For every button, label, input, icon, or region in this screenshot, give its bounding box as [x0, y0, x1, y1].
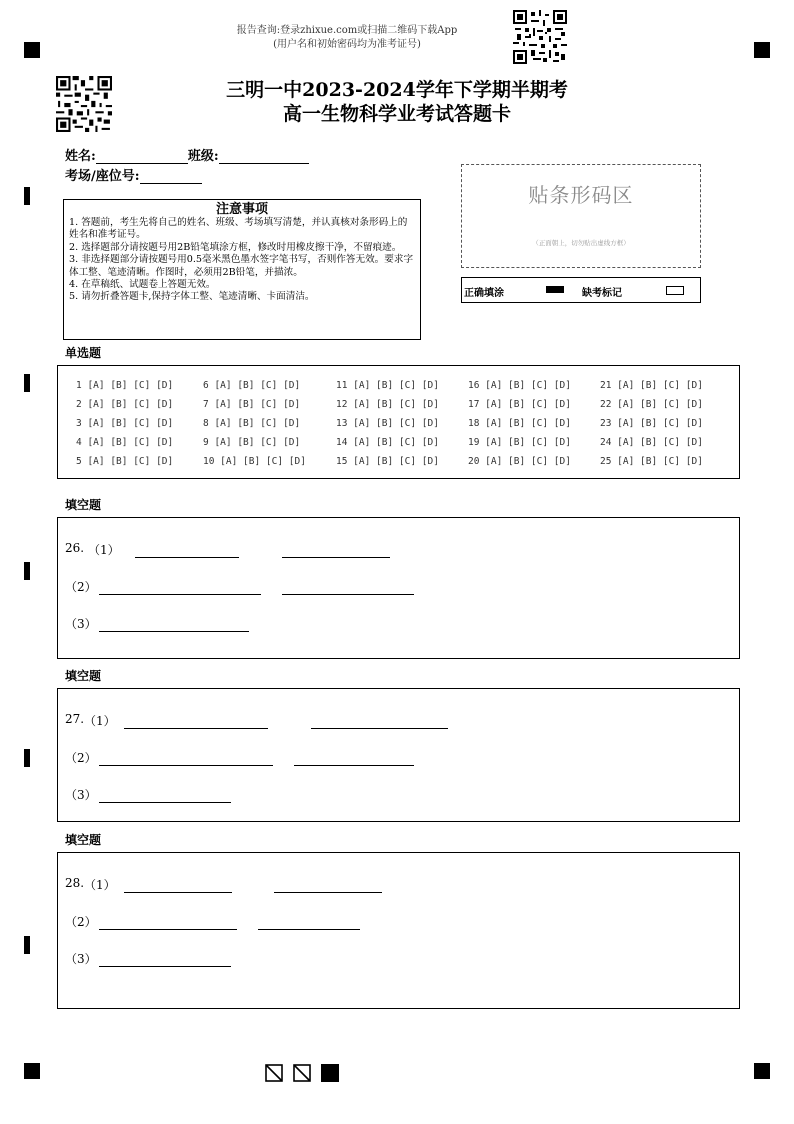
answer-line[interactable] [99, 593, 261, 595]
mc-section-label: 单选题 [65, 346, 102, 360]
part-label: （3） [65, 788, 97, 802]
answer-box-28 [57, 852, 740, 1009]
class-label: 班级: [187, 149, 219, 164]
mc-question-row[interactable]: 19 [A] [B] [C] [D] [468, 437, 571, 448]
answer-line[interactable] [99, 801, 231, 803]
mc-question-row[interactable]: 10 [A] [B] [C] [D] [203, 456, 306, 467]
name-label: 姓名: [65, 149, 96, 164]
answer-line[interactable] [135, 556, 239, 558]
fill-section-label-28: 填空题 [65, 833, 102, 847]
card-title: 高一生物科学业考试答题卡 [282, 103, 511, 125]
answer-line[interactable] [99, 965, 231, 967]
mc-question-row[interactable]: 16 [A] [B] [C] [D] [468, 380, 571, 391]
mc-question-row[interactable]: 13 [A] [B] [C] [D] [336, 418, 439, 429]
exam-title: 三明一中2023-2024学年下学期半期考 [226, 79, 568, 101]
page-mark-slashed-box [265, 1064, 283, 1086]
timing-mark [24, 374, 30, 392]
part-label: （1） [84, 714, 116, 728]
mc-question-row[interactable]: 11 [A] [B] [C] [D] [336, 380, 439, 391]
mc-question-row[interactable]: 2 [A] [B] [C] [D] [76, 399, 174, 410]
part-label: （1） [84, 878, 116, 892]
corner-marker-bottom-left [24, 1063, 40, 1079]
mc-question-row[interactable]: 24 [A] [B] [C] [D] [600, 437, 703, 448]
mc-question-row[interactable]: 18 [A] [B] [C] [D] [468, 418, 571, 429]
absent-mark-label: 缺考标记 [582, 288, 622, 299]
answer-line[interactable] [311, 727, 448, 729]
answer-line[interactable] [124, 727, 268, 729]
mc-question-row[interactable]: 22 [A] [B] [C] [D] [600, 399, 703, 410]
timing-mark [24, 749, 30, 767]
seat-row [65, 165, 202, 184]
part-label: （2） [65, 580, 97, 594]
class-field[interactable] [219, 149, 309, 164]
timing-mark [24, 562, 30, 580]
barcode-hint: （正面朝上，切勿贴出虚线方框） [532, 239, 630, 247]
question-number-27: 27. [65, 712, 85, 726]
mc-question-row[interactable]: 8 [A] [B] [C] [D] [203, 418, 301, 429]
answer-box-26 [57, 517, 740, 659]
part-label: （2） [65, 751, 97, 765]
name-field[interactable] [96, 149, 188, 164]
notice-box [63, 199, 421, 340]
mc-question-row[interactable]: 21 [A] [B] [C] [D] [600, 380, 703, 391]
answer-line[interactable] [274, 891, 382, 893]
mc-question-row[interactable]: 3 [A] [B] [C] [D] [76, 418, 174, 429]
mc-question-row[interactable]: 1 [A] [B] [C] [D] [76, 380, 174, 391]
mc-question-row[interactable]: 7 [A] [B] [C] [D] [203, 399, 301, 410]
part-label: （3） [65, 617, 97, 631]
timing-mark [24, 936, 30, 954]
seat-label: 考场/座位号: [65, 169, 140, 184]
fill-section-label-26: 填空题 [65, 498, 102, 512]
mc-column [76, 376, 173, 471]
mc-column [600, 376, 703, 471]
notice-item: 5. 请勿折叠答题卡,保持字体工整、笔迹清晰、卡面清洁。 [69, 291, 315, 303]
page-mark-filled-box [321, 1064, 339, 1082]
filled-box-icon [546, 286, 564, 293]
mc-question-row[interactable]: 5 [A] [B] [C] [D] [76, 456, 174, 467]
barcode-title: 贴条形码区 [528, 183, 634, 207]
answer-line[interactable] [258, 928, 360, 930]
app-qr-code [513, 10, 567, 64]
correct-fill-label: 正确填涂 [464, 288, 504, 299]
mc-question-row[interactable]: 14 [A] [B] [C] [D] [336, 437, 439, 448]
mc-question-row[interactable]: 17 [A] [B] [C] [D] [468, 399, 571, 410]
notice-item: 1. 答题前，考生先将自己的姓名、班级、考场填写清楚，并认真核对条形码上的姓名和准考证号。 [69, 217, 408, 241]
mc-column [468, 376, 571, 471]
mc-question-row[interactable]: 25 [A] [B] [C] [D] [600, 456, 703, 467]
answer-line[interactable] [99, 630, 249, 632]
timing-mark [24, 187, 30, 205]
part-label: （3） [65, 952, 97, 966]
answer-line[interactable] [294, 764, 414, 766]
report-query-note: 报告查询:登录zhixue.com或扫描二维码下载App (用户名和初始密码均为准考证号) [236, 25, 458, 50]
mc-question-row[interactable]: 6 [A] [B] [C] [D] [203, 380, 301, 391]
notice-title: 注意事项 [215, 202, 268, 217]
answer-box-27 [57, 688, 740, 822]
answer-line[interactable] [99, 764, 273, 766]
part-label: （2） [65, 915, 97, 929]
part-label: （1） [88, 543, 120, 557]
barcode-area[interactable] [461, 164, 701, 268]
mc-question-row[interactable]: 12 [A] [B] [C] [D] [336, 399, 439, 410]
mc-column [203, 376, 306, 471]
fill-section-label-27: 填空题 [65, 669, 102, 683]
mc-answer-box [57, 365, 740, 479]
answer-line[interactable] [124, 891, 232, 893]
absent-box[interactable] [666, 286, 684, 295]
fill-legend [461, 277, 701, 303]
notice-item: 2. 选择题部分请按题号用2B铅笔填涂方框，修改时用橡皮擦干净，不留痕迹。 [69, 241, 402, 253]
name-class-row [65, 145, 309, 164]
mc-question-row[interactable]: 20 [A] [B] [C] [D] [468, 456, 571, 467]
page-mark-slashed-box [293, 1064, 311, 1086]
mc-question-row[interactable]: 4 [A] [B] [C] [D] [76, 437, 174, 448]
mc-column [336, 376, 439, 471]
question-number-28: 28. [65, 876, 85, 890]
question-number-26: 26. [65, 541, 85, 555]
answer-line[interactable] [99, 928, 237, 930]
answer-line[interactable] [282, 556, 390, 558]
mc-question-row[interactable]: 15 [A] [B] [C] [D] [336, 456, 439, 467]
notice-item: 4. 在草稿纸、试题卷上答题无效。 [69, 279, 216, 291]
mc-question-row[interactable]: 9 [A] [B] [C] [D] [203, 437, 301, 448]
corner-marker-bottom-right [754, 1063, 770, 1079]
seat-field[interactable] [140, 169, 202, 184]
answer-line[interactable] [282, 593, 414, 595]
mc-question-row[interactable]: 23 [A] [B] [C] [D] [600, 418, 703, 429]
notice-item: 3. 非选择题部分请按题号用0.5毫米黑色墨水签字笔书写，否则作答无效。要求字体工整、笔迹清晰。作图时，必须用2B铅笔，并描浓。 [69, 254, 414, 278]
